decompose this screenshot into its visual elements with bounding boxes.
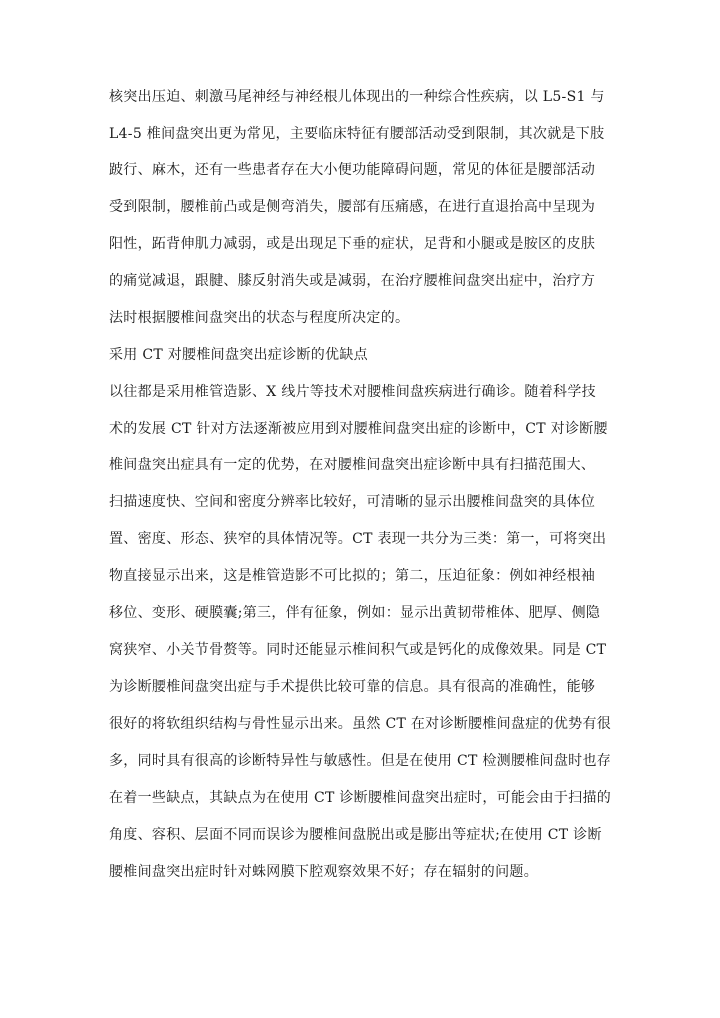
paragraph-2-line: 窝狭窄、小关节骨赘等。同时还能显示椎间积气或是钙化的成像效果。同是 CT (109, 642, 607, 658)
paragraph-1-line: 法时根据腰椎间盘突出的状态与程度所决定的。 (109, 310, 410, 326)
section-heading: 采用 CT 对腰椎间盘突出症诊断的优缺点 (109, 347, 368, 363)
paragraph-1-line: L4-5 椎间盘突出更为常见，主要临床特征有腰部活动受到限制，其次就是下肢 (109, 126, 605, 142)
paragraph-2-line: 扫描速度快、空间和密度分辨率比较好，可清晰的显示出腰椎间盘突的具体位 (109, 494, 596, 510)
paragraph-2-line: 椎间盘突出症具有一定的优势，在对腰椎间盘突出症诊断中具有扫描范围大、 (109, 457, 596, 473)
paragraph-1-line: 阳性，跖背伸肌力减弱，或是出现足下垂的症状，足背和小腿或是胺区的皮肤 (109, 236, 596, 252)
paragraph-2-line: 腰椎间盘突出症时针对蛛网膜下腔观察效果不好；存在辐射的问题。 (109, 864, 538, 880)
paragraph-2-line: 很好的将软组织结构与骨性显示出来。虽然 CT 在对诊断腰椎间盘症的优势有很 (109, 716, 612, 732)
paragraph-1-line: 核突出压迫、刺激马尾神经与神经根儿体现出的一种综合性疾病，以 L5-S1 与 (109, 89, 605, 105)
paragraph-2-line: 以往都是采用椎管造影、X 线片等技术对腰椎间盘疾病进行确诊。随着科学技 (109, 384, 596, 400)
paragraph-2-line: 物直接显示出来，这是椎管造影不可比拟的；第二，压迫征象：例如神经根袖 (109, 568, 596, 584)
paragraph-1-line: 跛行、麻木，还有一些患者存在大小便功能障碍问题，常见的体征是腰部活动 (109, 162, 596, 178)
paragraph-2-line: 为诊断腰椎间盘突出症与手术提供比较可靠的信息。具有很高的准确性，能够 (109, 679, 596, 695)
paragraph-1-line: 的痛觉减退，跟腱、膝反射消失或是减弱，在治疗腰椎间盘突出症中，治疗方 (109, 273, 596, 289)
paragraph-1-line: 受到限制，腰椎前凸或是侧弯消失，腰部有压痛感，在进行直退抬高中呈现为 (109, 199, 596, 215)
paragraph-2-line: 术的发展 CT 针对方法逐渐被应用到对腰椎间盘突出症的诊断中，CT 对诊断腰 (109, 421, 608, 437)
paragraph-2-line: 角度、容积、层面不同而误诊为腰椎间盘脱出或是膨出等症状;在使用 CT 诊断 (109, 827, 602, 843)
paragraph-2-line: 多，同时具有很高的诊断特异性与敏感性。但是在使用 CT 检测腰椎间盘时也存 (109, 753, 612, 769)
paragraph-2-line: 置、密度、形态、狭窄的具体情况等。CT 表现一共分为三类：第一，可将突出 (109, 531, 607, 547)
paragraph-2-line: 在着一些缺点，其缺点为在使用 CT 诊断腰椎间盘突出症时，可能会由于扫描的 (109, 790, 612, 806)
paragraph-2-line: 移位、变形、硬膜囊;第三，伴有征象，例如：显示出黄韧带椎体、肥厚、侧隐 (109, 605, 601, 621)
